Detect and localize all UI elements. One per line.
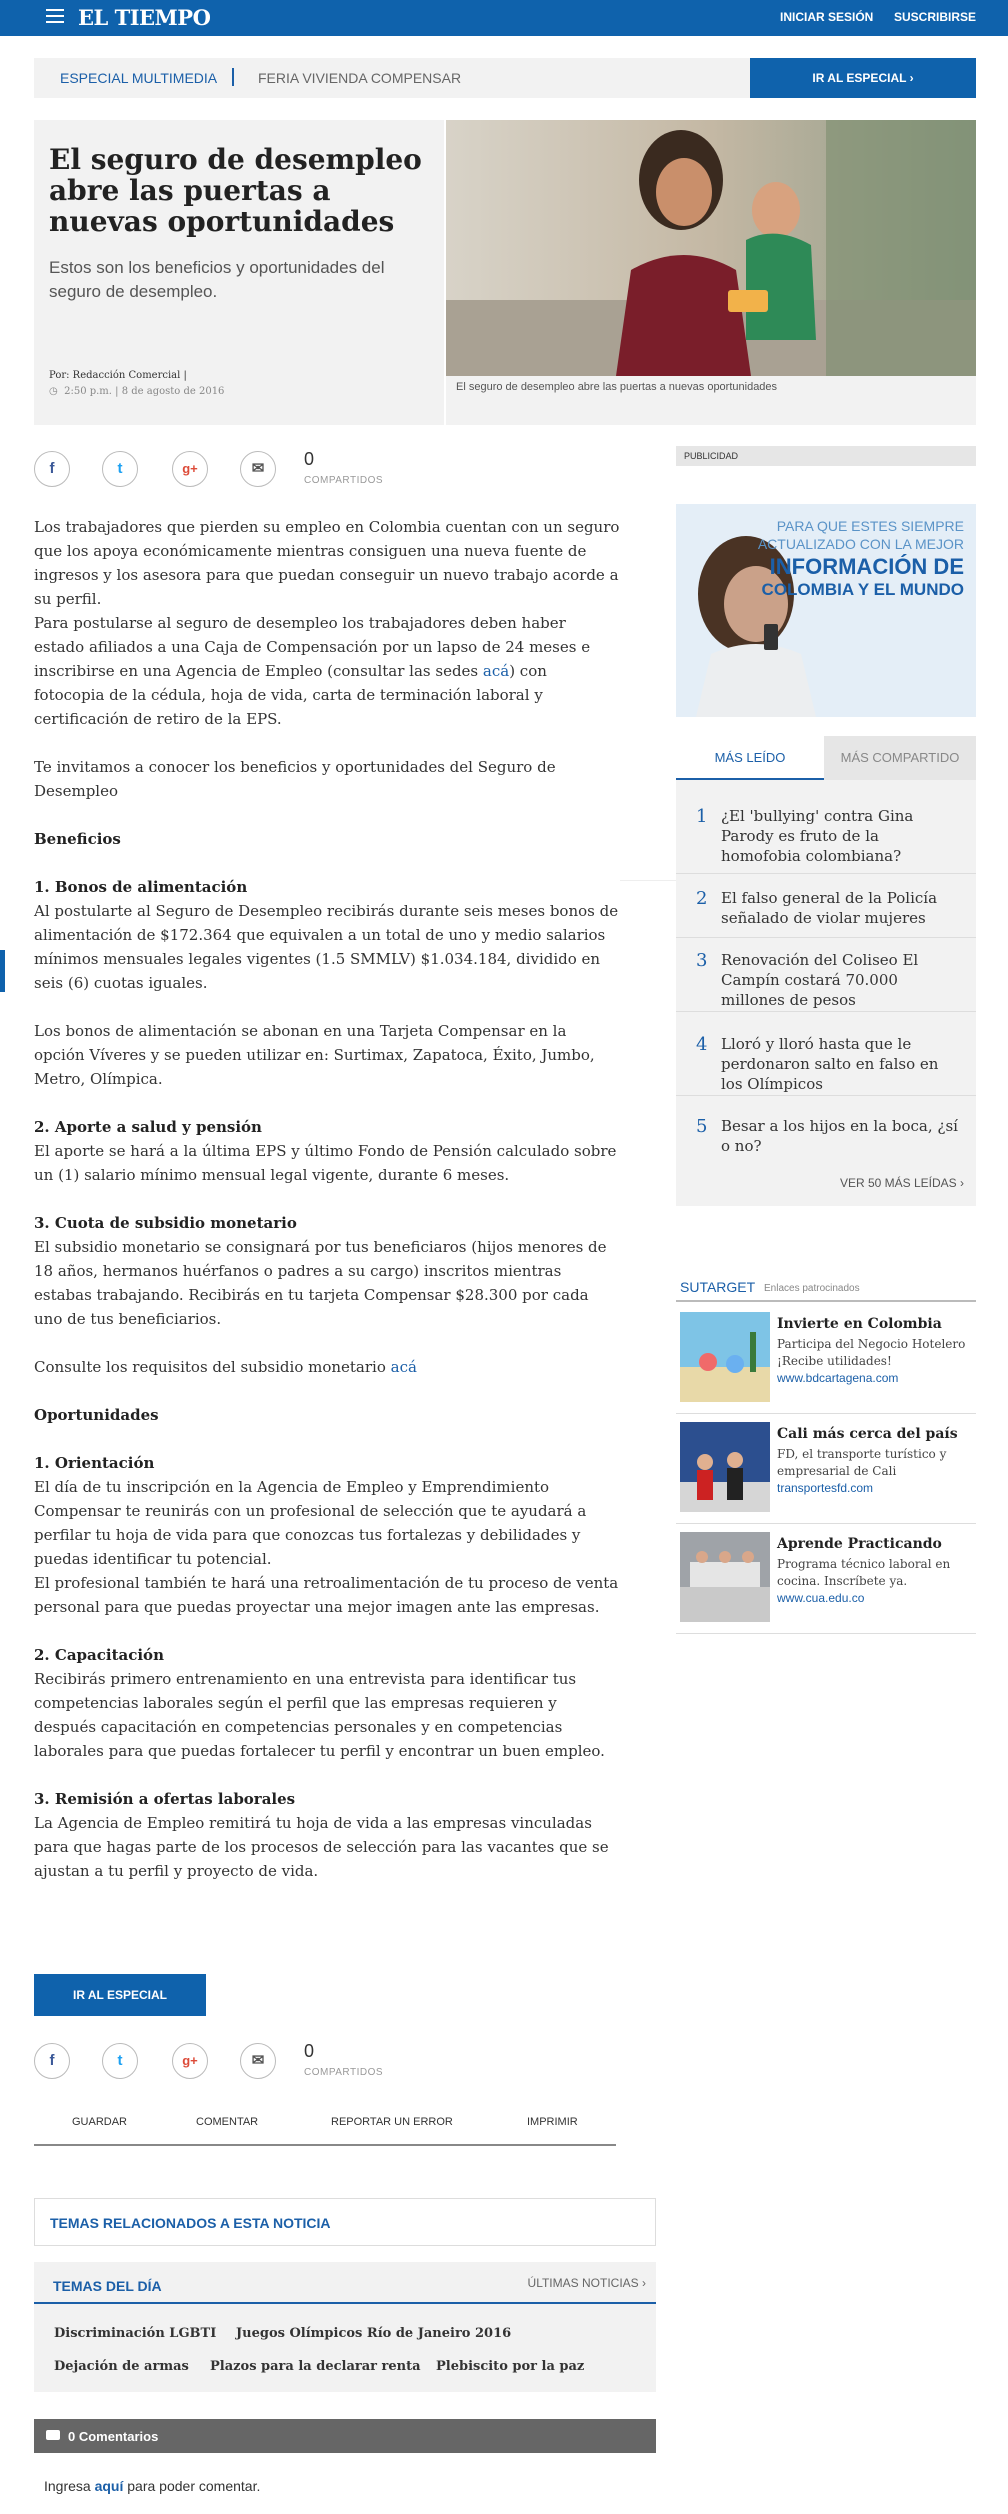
facebook-icon[interactable]: f <box>34 451 70 487</box>
topic-link[interactable]: Dejación de armas <box>54 2359 189 2374</box>
ad-text: INFORMACIÓN DE <box>769 554 964 579</box>
divider <box>620 880 676 881</box>
feedback-tab[interactable] <box>0 950 5 992</box>
tab-most-shared[interactable]: MÁS COMPARTIDO <box>824 736 976 780</box>
topic-link[interactable]: Juegos Olímpicos Río de Janeiro 2016 <box>236 2326 512 2341</box>
top-navbar <box>0 0 1008 36</box>
list-item[interactable] <box>676 806 976 874</box>
share-count: 0 <box>304 449 315 469</box>
chevron-right-icon: › <box>960 1176 964 1190</box>
rank-number: 4 <box>696 1034 708 1055</box>
related-topics-box[interactable] <box>34 2198 656 2246</box>
article-actions <box>34 2104 616 2146</box>
text: Consulte los requisitos del subsidio monetario <box>34 1358 391 1376</box>
sponsored-item[interactable] <box>676 1524 976 1634</box>
subheading: 3. Remisión a ofertas laborales <box>34 1790 296 1808</box>
paragraph <box>34 611 620 731</box>
comments-header <box>34 2419 656 2453</box>
list-item[interactable] <box>676 950 976 1012</box>
share-label: COMPARTIDOS <box>304 475 384 486</box>
sponsored-thumbnail[interactable] <box>680 1422 770 1512</box>
topics-header <box>34 2262 656 2304</box>
comment-icon <box>46 2430 60 2440</box>
facebook-icon[interactable]: f <box>34 2043 70 2079</box>
subscribe-link[interactable]: SUSCRIBIRSE <box>894 10 977 24</box>
sponsored-thumbnail[interactable] <box>680 1312 770 1402</box>
sponsored-title[interactable]: Aprende Practicando <box>777 1536 942 1552</box>
most-tabs <box>676 736 976 780</box>
description-text: Participa del Negocio Hotelero ¡Recibe utilidades! <box>777 1337 966 1368</box>
special-multimedia-bar <box>34 58 976 98</box>
tab-most-read[interactable]: MÁS LEÍDO <box>676 736 824 780</box>
most-read-list <box>676 780 976 1206</box>
article-body <box>34 515 620 1907</box>
requirements-link[interactable]: acá <box>390 1358 417 1376</box>
headline-link[interactable]: Renovación del Coliseo El Campín costará 70.000 millones de pesos <box>721 951 919 1009</box>
topic-link[interactable]: Discriminación LGBTI <box>54 2326 217 2341</box>
paragraph: Te invitamos a conocer los beneficios y oportunidades del Seguro de Desempleo <box>34 758 556 800</box>
save-button[interactable]: GUARDAR <box>72 2116 128 2128</box>
comments-count: 0 Comentarios <box>68 2429 159 2444</box>
twitter-icon[interactable]: t <box>102 2043 138 2079</box>
see-more-label: VER 50 MÁS LEÍDAS <box>839 1176 957 1190</box>
sponsored-description <box>777 1336 972 1387</box>
sponsored-item[interactable] <box>676 1304 976 1414</box>
text: Ingresa <box>44 2478 95 2494</box>
sponsored-item[interactable] <box>676 1414 976 1524</box>
topics-title: TEMAS DEL DÍA <box>53 2278 162 2294</box>
sponsored-thumbnail[interactable] <box>680 1532 770 1622</box>
hero-text-panel <box>34 120 444 425</box>
paragraph: Al postularte al Seguro de Desempleo recibirás durante seis meses bonos de alimentación de $172.364 que equivalen a un total de uno y medio salarios mínimos mensuales legales vigentes (1.5 SMMLV) $1.034.184, dividido en seis (6) cuotas iguales. <box>34 902 619 992</box>
sponsored-url[interactable]: transportesfd.com <box>777 1481 874 1495</box>
paragraph: La Agencia de Empleo remitirá tu hoja de vida a las empresas vinculadas para que hagas parte de los procesos de selección para las vacantes que se ajustan a tu perfil y proyecto de vida. <box>34 1814 609 1880</box>
subheading: 1. Bonos de alimentación <box>34 878 248 896</box>
photo-caption: El seguro de desempleo abre las puertas a nuevas oportunidades <box>446 376 976 425</box>
headline-link[interactable]: ¿El 'bullying' contra Gina Parody es fruto de la homofobia colombiana? <box>721 807 914 865</box>
headline-link[interactable]: Besar a los hijos en la boca, ¿sí o no? <box>721 1117 958 1155</box>
see-more-read-link[interactable] <box>840 1176 964 1190</box>
subheading: 2. Capacitación <box>34 1646 164 1664</box>
topic-link[interactable]: Plazos para la declarar renta <box>210 2359 421 2374</box>
text: ) con fotocopia de la cédula, hoja de vida, carta de terminación laboral y certificación de retiro de la EPS. <box>34 662 547 728</box>
ad-label: PUBLICIDAD <box>676 446 976 466</box>
list-item[interactable] <box>676 888 976 938</box>
chevron-right-icon: › <box>909 71 914 85</box>
section-heading: Oportunidades <box>34 1406 159 1424</box>
article-author: Por: Redacción Comercial | <box>49 370 187 381</box>
clock-icon: ◷ <box>49 386 58 397</box>
related-topics-title: TEMAS RELACIONADOS A ESTA NOTICIA <box>50 2215 331 2231</box>
sponsored-title[interactable]: Cali más cerca del país <box>777 1426 958 1442</box>
description-text: FD, el transporte turístico y empresarial de Cali <box>777 1447 947 1478</box>
sponsored-header <box>676 1276 976 1302</box>
subheading: 2. Aporte a salud y pensión <box>34 1118 262 1136</box>
rank-number: 2 <box>696 888 708 909</box>
paragraph: El profesional también te hará una retroalimentación de tu proceso de venta personal para que puedas proyectar una mejor imagen ante las empresas. <box>34 1574 619 1616</box>
sponsored-url[interactable]: www.cua.edu.co <box>777 1591 865 1605</box>
email-icon[interactable]: ✉ <box>240 451 276 487</box>
go-to-special-button[interactable] <box>750 58 976 98</box>
ad-banner[interactable] <box>676 504 976 717</box>
comments-login-prompt <box>44 2478 260 2494</box>
email-icon[interactable]: ✉ <box>240 2043 276 2079</box>
rank-number: 1 <box>696 806 708 827</box>
print-button[interactable]: IMPRIMIR <box>527 2116 578 2128</box>
share-label: COMPARTIDOS <box>304 2067 384 2078</box>
headline-link[interactable]: Lloró y lloró hasta que le perdonaron salto en falso en los Olímpicos <box>721 1035 939 1093</box>
hero-photo <box>446 120 976 376</box>
paragraph: El subsidio monetario se consignará por tus beneficiaros (hijos menores de 18 años, hermanos huérfanos o padres a su cargo) inscritos mientras estabas trabajando. Recibirás en tu tarjeta Compensar $28.300 por cada uno de tus beneficiarios. <box>34 1238 607 1328</box>
paragraph: El día de tu inscripción en la Agencia de Empleo y Emprendimiento Compensar te reunirás con un profesional de selección que te ayudará a perfilar tu hoja de vida para que conozcas tus fortalezas y debilidades y puedas identificar tu potencial. <box>34 1478 587 1568</box>
description-text: Programa técnico laboral en cocina. Inscríbete ya. <box>777 1557 951 1588</box>
paragraph: Los bonos de alimentación se abonan en una Tarjeta Compensar en la opción Víveres y se pueden utilizar en: Surtimax, Zapatoca, Éxito, Jumbo, Metro, Olímpica. <box>34 1022 595 1088</box>
share-count: 0 <box>304 2041 315 2061</box>
subheading: 1. Orientación <box>34 1454 155 1472</box>
twitter-icon[interactable]: t <box>102 451 138 487</box>
text: para poder comentar. <box>123 2478 261 2494</box>
rank-number: 3 <box>696 950 708 971</box>
section-heading: Beneficios <box>34 830 121 848</box>
latest-news-label: ÚLTIMAS NOTICIAS <box>527 2276 639 2290</box>
sponsored-label: Enlaces patrocinados <box>764 1283 860 1294</box>
latest-news-link[interactable] <box>528 2276 646 2290</box>
paragraph: Recibirás primero entrenamiento en una entrevista para identificar tus competencias laborales según el perfil que las empresas requieren y después capacitación en competencias personales y en competencias laborales para que puedas fortalecer tu perfil y encontrar un buen empleo. <box>34 1670 605 1760</box>
sedes-link[interactable]: acá <box>482 662 510 680</box>
date-text: 2:50 p.m. | 8 de agosto de 2016 <box>64 386 225 397</box>
ad-text: PARA QUE ESTES SIEMPRE <box>776 518 964 534</box>
paragraph <box>34 1355 620 1379</box>
separator <box>232 68 234 86</box>
googleplus-icon[interactable]: g+ <box>172 2043 208 2079</box>
ad-text: ACTUALIZADO CON LA MEJOR <box>757 536 964 552</box>
subheading: 3. Cuota de subsidio monetario <box>34 1214 297 1232</box>
special-title[interactable]: FERIA VIVIENDA COMPENSAR <box>258 70 462 86</box>
article-date <box>49 386 224 397</box>
ad-text: COLOMBIA Y EL MUNDO <box>761 580 964 599</box>
topic-link[interactable]: Plebiscito por la paz <box>436 2359 585 2374</box>
sponsored-url[interactable]: www.bdcartagena.com <box>777 1371 899 1385</box>
rank-number: 5 <box>696 1116 708 1137</box>
special-label[interactable]: ESPECIAL MULTIMEDIA <box>60 70 218 86</box>
login-link[interactable]: INICIAR SESIÓN <box>780 10 874 24</box>
sponsored-description <box>777 1556 972 1607</box>
go-to-special-label: IR AL ESPECIAL <box>812 71 907 85</box>
chevron-right-icon: › <box>642 2276 646 2290</box>
article-subtitle: Estos son los beneficios y oportunidades del seguro de desempleo. <box>49 258 385 301</box>
list-item[interactable] <box>676 1034 976 1096</box>
go-to-special-button-bottom[interactable]: IR AL ESPECIAL <box>34 1974 206 2016</box>
login-here-link[interactable]: aquí <box>94 2478 124 2494</box>
googleplus-icon[interactable]: g+ <box>172 451 208 487</box>
article-title: El seguro de desempleo abre las puertas a nuevas oportunidades <box>49 143 422 238</box>
site-logo[interactable]: EL TIEMPO <box>78 5 211 30</box>
hamburger-menu-icon[interactable] <box>46 9 64 25</box>
list-item[interactable] <box>676 1116 976 1164</box>
paragraph: Los trabajadores que pierden su empleo en Colombia cuentan con un seguro que los apoya económicamente mientras consiguen una nueva fuente de ingresos y los asesora para que puedan conseguir un nuevo trabajo acorde a su perfil. <box>34 518 620 608</box>
topics-of-the-day <box>34 2262 656 2392</box>
sponsored-title[interactable]: Invierte en Colombia <box>777 1316 942 1332</box>
comment-button[interactable]: COMENTAR <box>196 2116 259 2128</box>
text: Para postularse al seguro de desempleo los trabajadores deben haber estado afiliados a una Caja de Compensación por un lapso de 24 meses e inscribirse en una Agencia de Empleo (consultar las sedes <box>34 614 591 680</box>
sutarget-logo[interactable]: SUTARGET <box>680 1279 756 1295</box>
paragraph: El aporte se hará a la última EPS y último Fondo de Pensión calculado sobre un (1) salario mínimo mensual legal vigente, durante 6 meses. <box>34 1142 617 1184</box>
sponsored-description <box>777 1446 972 1497</box>
report-error-button[interactable]: REPORTAR UN ERROR <box>331 2116 453 2128</box>
headline-link[interactable]: El falso general de la Policía señalado de violar mujeres <box>721 889 938 927</box>
